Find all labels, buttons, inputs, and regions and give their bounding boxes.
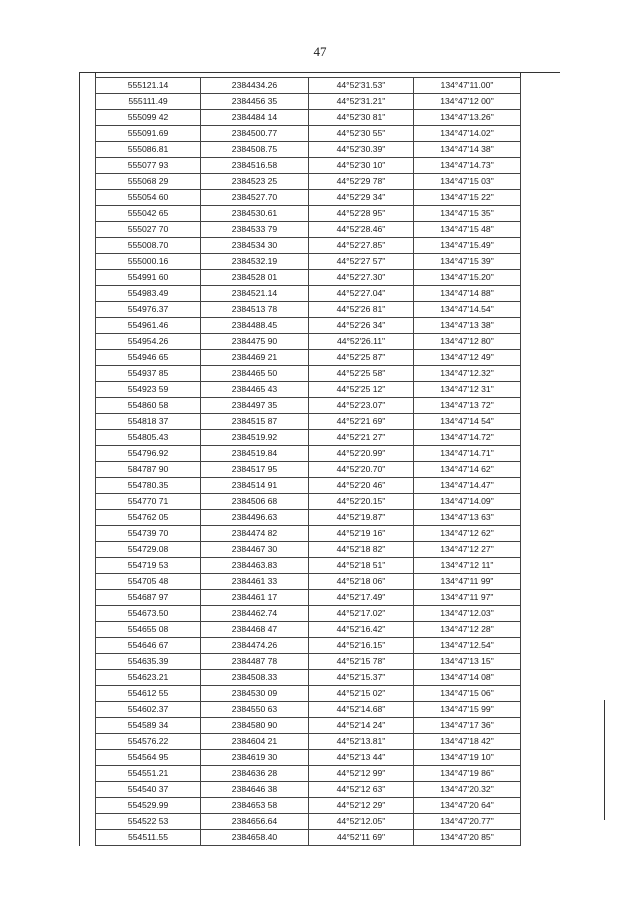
latitude-cell: 44°52'27.30" <box>309 270 414 286</box>
longitude-cell: 134°47'20.77" <box>414 814 521 830</box>
longitude-cell: 134°47'14.09" <box>414 494 521 510</box>
longitude-cell: 134°47'15 35" <box>414 206 521 222</box>
x-coordinate-cell: 554522 53 <box>96 814 201 830</box>
longitude-cell: 134°47'14 54" <box>414 414 521 430</box>
table-row <box>96 462 521 478</box>
x-coordinate-cell: 554612 55 <box>96 686 201 702</box>
coordinates-table <box>95 77 521 846</box>
table-row <box>96 366 521 382</box>
longitude-cell: 134°47'13 72" <box>414 398 521 414</box>
y-coordinate-cell: 2384461 17 <box>201 590 309 606</box>
y-coordinate-cell: 2384530 09 <box>201 686 309 702</box>
y-coordinate-cell: 2384461 33 <box>201 574 309 590</box>
y-coordinate-cell: 2384516.58 <box>201 158 309 174</box>
table-row <box>96 798 521 814</box>
latitude-cell: 44°52'19.87" <box>309 510 414 526</box>
latitude-cell: 44°52'18 51" <box>309 558 414 574</box>
latitude-cell: 44°52'25 12" <box>309 382 414 398</box>
longitude-cell: 134°47'14 08" <box>414 670 521 686</box>
longitude-cell: 134°47'12 49" <box>414 350 521 366</box>
longitude-cell: 134°47'14 38" <box>414 142 521 158</box>
x-coordinate-cell: 554860 58 <box>96 398 201 414</box>
latitude-cell: 44°52'13.81" <box>309 734 414 750</box>
longitude-cell: 134°47'14.47" <box>414 478 521 494</box>
longitude-cell: 134°47'12.54" <box>414 638 521 654</box>
latitude-cell: 44°52'19 16" <box>309 526 414 542</box>
table-row <box>96 174 521 190</box>
x-coordinate-cell: 555027 70 <box>96 222 201 238</box>
y-coordinate-cell: 2384527.70 <box>201 190 309 206</box>
y-coordinate-cell: 2384487 78 <box>201 654 309 670</box>
longitude-cell: 134°47'20.32" <box>414 782 521 798</box>
latitude-cell: 44°52'12 63" <box>309 782 414 798</box>
longitude-cell: 134°47'13 38" <box>414 318 521 334</box>
y-coordinate-cell: 2384474.26 <box>201 638 309 654</box>
table-row <box>96 590 521 606</box>
table-row <box>96 206 521 222</box>
page-number: 47 <box>313 44 327 59</box>
latitude-cell: 44°52'25 58" <box>309 366 414 382</box>
latitude-cell: 44°52'30 81" <box>309 110 414 126</box>
y-coordinate-cell: 2384580 90 <box>201 718 309 734</box>
y-coordinate-cell: 2384508.33 <box>201 670 309 686</box>
longitude-cell: 134°47'12.03" <box>414 606 521 622</box>
table-row <box>96 638 521 654</box>
latitude-cell: 44°52'26.11" <box>309 334 414 350</box>
latitude-cell: 44°52'11 69" <box>309 830 414 846</box>
y-coordinate-cell: 2384514 91 <box>201 478 309 494</box>
x-coordinate-cell: 554687 97 <box>96 590 201 606</box>
y-coordinate-cell: 2384465 50 <box>201 366 309 382</box>
x-coordinate-cell: 555000.16 <box>96 254 201 270</box>
y-coordinate-cell: 2384532.19 <box>201 254 309 270</box>
y-coordinate-cell: 2384469 21 <box>201 350 309 366</box>
latitude-cell: 44°52'17.49" <box>309 590 414 606</box>
y-coordinate-cell: 2384467 30 <box>201 542 309 558</box>
coordinates-table-body <box>96 78 521 846</box>
table-row <box>96 574 521 590</box>
latitude-cell: 44°52'29 34" <box>309 190 414 206</box>
table-row <box>96 398 521 414</box>
longitude-cell: 134°47'17 36" <box>414 718 521 734</box>
longitude-cell: 134°47'12 27" <box>414 542 521 558</box>
latitude-cell: 44°52'20.70" <box>309 462 414 478</box>
x-coordinate-cell: 555054 60 <box>96 190 201 206</box>
latitude-cell: 44°52'14 24" <box>309 718 414 734</box>
latitude-cell: 44°52'29 78" <box>309 174 414 190</box>
x-coordinate-cell: 554991 60 <box>96 270 201 286</box>
x-coordinate-cell: 554576.22 <box>96 734 201 750</box>
x-coordinate-cell: 555121.14 <box>96 78 201 94</box>
y-coordinate-cell: 2384474 82 <box>201 526 309 542</box>
latitude-cell: 44°52'20.99" <box>309 446 414 462</box>
table-row <box>96 382 521 398</box>
table-row <box>96 830 521 846</box>
table-row <box>96 78 521 94</box>
x-coordinate-cell: 554937 85 <box>96 366 201 382</box>
x-coordinate-cell: 554739 70 <box>96 526 201 542</box>
y-coordinate-cell: 2384528 01 <box>201 270 309 286</box>
longitude-cell: 134°47'11.00" <box>414 78 521 94</box>
x-coordinate-cell: 555091.69 <box>96 126 201 142</box>
table-row <box>96 670 521 686</box>
x-coordinate-cell: 554602.37 <box>96 702 201 718</box>
y-coordinate-cell: 2384656.64 <box>201 814 309 830</box>
longitude-cell: 134°47'13.26" <box>414 110 521 126</box>
table-row <box>96 494 521 510</box>
longitude-cell: 134°47'13 63" <box>414 510 521 526</box>
longitude-cell: 134°47'12 28" <box>414 622 521 638</box>
latitude-cell: 44°52'26 81" <box>309 302 414 318</box>
x-coordinate-cell: 555008.70 <box>96 238 201 254</box>
longitude-cell: 134°47'14.02" <box>414 126 521 142</box>
latitude-cell: 44°52'12.05" <box>309 814 414 830</box>
x-coordinate-cell: 554673.50 <box>96 606 201 622</box>
longitude-cell: 134°47'15 39" <box>414 254 521 270</box>
y-coordinate-cell: 2384530.61 <box>201 206 309 222</box>
y-coordinate-cell: 2384519.92 <box>201 430 309 446</box>
y-coordinate-cell: 2384521.14 <box>201 286 309 302</box>
longitude-cell: 134°47'12 31" <box>414 382 521 398</box>
y-coordinate-cell: 2384484 14 <box>201 110 309 126</box>
longitude-cell: 134°47'19 86" <box>414 766 521 782</box>
y-coordinate-cell: 2384646 38 <box>201 782 309 798</box>
longitude-cell: 134°47'15 22" <box>414 190 521 206</box>
latitude-cell: 44°52'15 78" <box>309 654 414 670</box>
latitude-cell: 44°52'20 46" <box>309 478 414 494</box>
table-row <box>96 718 521 734</box>
longitude-cell: 134°47'11 99" <box>414 574 521 590</box>
table-row <box>96 478 521 494</box>
latitude-cell: 44°52'16.15" <box>309 638 414 654</box>
table-row <box>96 334 521 350</box>
table-row <box>96 94 521 110</box>
table-row <box>96 238 521 254</box>
table-row <box>96 318 521 334</box>
longitude-cell: 134°47'18 42" <box>414 734 521 750</box>
x-coordinate-cell: 555042 65 <box>96 206 201 222</box>
longitude-cell: 134°47'12 80" <box>414 334 521 350</box>
y-coordinate-cell: 2384515 87 <box>201 414 309 430</box>
x-coordinate-cell: 554818 37 <box>96 414 201 430</box>
table-row <box>96 622 521 638</box>
y-coordinate-cell: 2384500.77 <box>201 126 309 142</box>
table-row <box>96 782 521 798</box>
longitude-cell: 134°47'12 00" <box>414 94 521 110</box>
longitude-cell: 134°47'14.72" <box>414 430 521 446</box>
latitude-cell: 44°52'30 55" <box>309 126 414 142</box>
x-coordinate-cell: 554780.35 <box>96 478 201 494</box>
table-row <box>96 158 521 174</box>
table-row <box>96 414 521 430</box>
x-coordinate-cell: 554705 48 <box>96 574 201 590</box>
longitude-cell: 134°47'15.20" <box>414 270 521 286</box>
latitude-cell: 44°52'27 57" <box>309 254 414 270</box>
y-coordinate-cell: 2384636 28 <box>201 766 309 782</box>
longitude-cell: 134°47'14.71" <box>414 446 521 462</box>
table-row <box>96 286 521 302</box>
longitude-cell: 134°47'12 11" <box>414 558 521 574</box>
latitude-cell: 44°52'25 87" <box>309 350 414 366</box>
x-coordinate-cell: 554551.21 <box>96 766 201 782</box>
longitude-cell: 134°47'15 48" <box>414 222 521 238</box>
x-coordinate-cell: 554976.37 <box>96 302 201 318</box>
longitude-cell: 134°47'15 03" <box>414 174 521 190</box>
longitude-cell: 134°47'12 62" <box>414 526 521 542</box>
y-coordinate-cell: 2384506 68 <box>201 494 309 510</box>
table-row <box>96 126 521 142</box>
x-coordinate-cell: 554961.46 <box>96 318 201 334</box>
y-coordinate-cell: 2384465 43 <box>201 382 309 398</box>
latitude-cell: 44°52'18 06" <box>309 574 414 590</box>
x-coordinate-cell: 554729.08 <box>96 542 201 558</box>
latitude-cell: 44°52'30 10" <box>309 158 414 174</box>
x-coordinate-cell: 555077 93 <box>96 158 201 174</box>
y-coordinate-cell: 2384475 90 <box>201 334 309 350</box>
table-row <box>96 302 521 318</box>
table-row <box>96 750 521 766</box>
x-coordinate-cell: 554796.92 <box>96 446 201 462</box>
x-coordinate-cell: 554983.49 <box>96 286 201 302</box>
y-coordinate-cell: 2384653 58 <box>201 798 309 814</box>
y-coordinate-cell: 2384434.26 <box>201 78 309 94</box>
x-coordinate-cell: 554511.55 <box>96 830 201 846</box>
x-coordinate-cell: 554529.99 <box>96 798 201 814</box>
table-row <box>96 350 521 366</box>
latitude-cell: 44°52'28.46" <box>309 222 414 238</box>
table-row <box>96 702 521 718</box>
x-coordinate-cell: 554623.21 <box>96 670 201 686</box>
x-coordinate-cell: 554946 65 <box>96 350 201 366</box>
latitude-cell: 44°52'21 69" <box>309 414 414 430</box>
x-coordinate-cell: 554635.39 <box>96 654 201 670</box>
table-row <box>96 446 521 462</box>
table-row <box>96 558 521 574</box>
table-row <box>96 542 521 558</box>
latitude-cell: 44°52'12 29" <box>309 798 414 814</box>
x-coordinate-cell: 554770 71 <box>96 494 201 510</box>
table-row <box>96 222 521 238</box>
x-coordinate-cell: 554589 34 <box>96 718 201 734</box>
y-coordinate-cell: 2384604 21 <box>201 734 309 750</box>
x-coordinate-cell: 554805.43 <box>96 430 201 446</box>
latitude-cell: 44°52'15.37" <box>309 670 414 686</box>
x-coordinate-cell: 554646 67 <box>96 638 201 654</box>
y-coordinate-cell: 2384488.45 <box>201 318 309 334</box>
y-coordinate-cell: 2384513 78 <box>201 302 309 318</box>
longitude-cell: 134°47'14 88" <box>414 286 521 302</box>
table-row <box>96 654 521 670</box>
latitude-cell: 44°52'31.21" <box>309 94 414 110</box>
latitude-cell: 44°52'30.39" <box>309 142 414 158</box>
longitude-cell: 134°47'14 62" <box>414 462 521 478</box>
longitude-cell: 134°47'12.32" <box>414 366 521 382</box>
table-row <box>96 110 521 126</box>
x-coordinate-cell: 584787 90 <box>96 462 201 478</box>
y-coordinate-cell: 2384550 63 <box>201 702 309 718</box>
x-coordinate-cell: 555086.81 <box>96 142 201 158</box>
x-coordinate-cell: 554719 53 <box>96 558 201 574</box>
longitude-cell: 134°47'14.73" <box>414 158 521 174</box>
table-row <box>96 734 521 750</box>
y-coordinate-cell: 2384658.40 <box>201 830 309 846</box>
y-coordinate-cell: 2384517 95 <box>201 462 309 478</box>
y-coordinate-cell: 2384533 79 <box>201 222 309 238</box>
x-coordinate-cell: 555111.49 <box>96 94 201 110</box>
latitude-cell: 44°52'20.15" <box>309 494 414 510</box>
latitude-cell: 44°52'23.07" <box>309 398 414 414</box>
x-coordinate-cell: 554564 95 <box>96 750 201 766</box>
y-coordinate-cell: 2384534 30 <box>201 238 309 254</box>
longitude-cell: 134°47'20 85" <box>414 830 521 846</box>
latitude-cell: 44°52'17.02" <box>309 606 414 622</box>
table-row <box>96 510 521 526</box>
longitude-cell: 134°47'11 97" <box>414 590 521 606</box>
latitude-cell: 44°52'27.04" <box>309 286 414 302</box>
longitude-cell: 134°47'15 99" <box>414 702 521 718</box>
table-row <box>96 430 521 446</box>
table-row <box>96 814 521 830</box>
latitude-cell: 44°52'18 82" <box>309 542 414 558</box>
table-row <box>96 606 521 622</box>
table-row <box>96 270 521 286</box>
y-coordinate-cell: 2384508.75 <box>201 142 309 158</box>
y-coordinate-cell: 2384468 47 <box>201 622 309 638</box>
y-coordinate-cell: 2384496.63 <box>201 510 309 526</box>
latitude-cell: 44°52'13 44" <box>309 750 414 766</box>
latitude-cell: 44°52'31.53" <box>309 78 414 94</box>
x-coordinate-cell: 555099 42 <box>96 110 201 126</box>
right-outer-edge <box>604 700 605 820</box>
table-row <box>96 686 521 702</box>
latitude-cell: 44°52'21 27" <box>309 430 414 446</box>
table-row <box>96 142 521 158</box>
longitude-cell: 134°47'15 06" <box>414 686 521 702</box>
y-coordinate-cell: 2384523 25 <box>201 174 309 190</box>
y-coordinate-cell: 2384519.84 <box>201 446 309 462</box>
latitude-cell: 44°52'15 02" <box>309 686 414 702</box>
longitude-cell: 134°47'15.49" <box>414 238 521 254</box>
table-row <box>96 526 521 542</box>
table-row <box>96 254 521 270</box>
x-coordinate-cell: 554923 59 <box>96 382 201 398</box>
x-coordinate-cell: 554540 37 <box>96 782 201 798</box>
table-row <box>96 190 521 206</box>
latitude-cell: 44°52'12 99" <box>309 766 414 782</box>
latitude-cell: 44°52'27.85" <box>309 238 414 254</box>
longitude-cell: 134°47'13 15" <box>414 654 521 670</box>
latitude-cell: 44°52'16.42" <box>309 622 414 638</box>
longitude-cell: 134°47'19 10" <box>414 750 521 766</box>
longitude-cell: 134°47'14.54" <box>414 302 521 318</box>
y-coordinate-cell: 2384497 35 <box>201 398 309 414</box>
latitude-cell: 44°52'28 95" <box>309 206 414 222</box>
x-coordinate-cell: 554655 08 <box>96 622 201 638</box>
x-coordinate-cell: 554762 05 <box>96 510 201 526</box>
latitude-cell: 44°52'14.68" <box>309 702 414 718</box>
longitude-cell: 134°47'20 64" <box>414 798 521 814</box>
y-coordinate-cell: 2384463.83 <box>201 558 309 574</box>
x-coordinate-cell: 555068 29 <box>96 174 201 190</box>
y-coordinate-cell: 2384462.74 <box>201 606 309 622</box>
y-coordinate-cell: 2384456 35 <box>201 94 309 110</box>
table-row <box>96 766 521 782</box>
latitude-cell: 44°52'26 34" <box>309 318 414 334</box>
x-coordinate-cell: 554954.26 <box>96 334 201 350</box>
y-coordinate-cell: 2384619 30 <box>201 750 309 766</box>
